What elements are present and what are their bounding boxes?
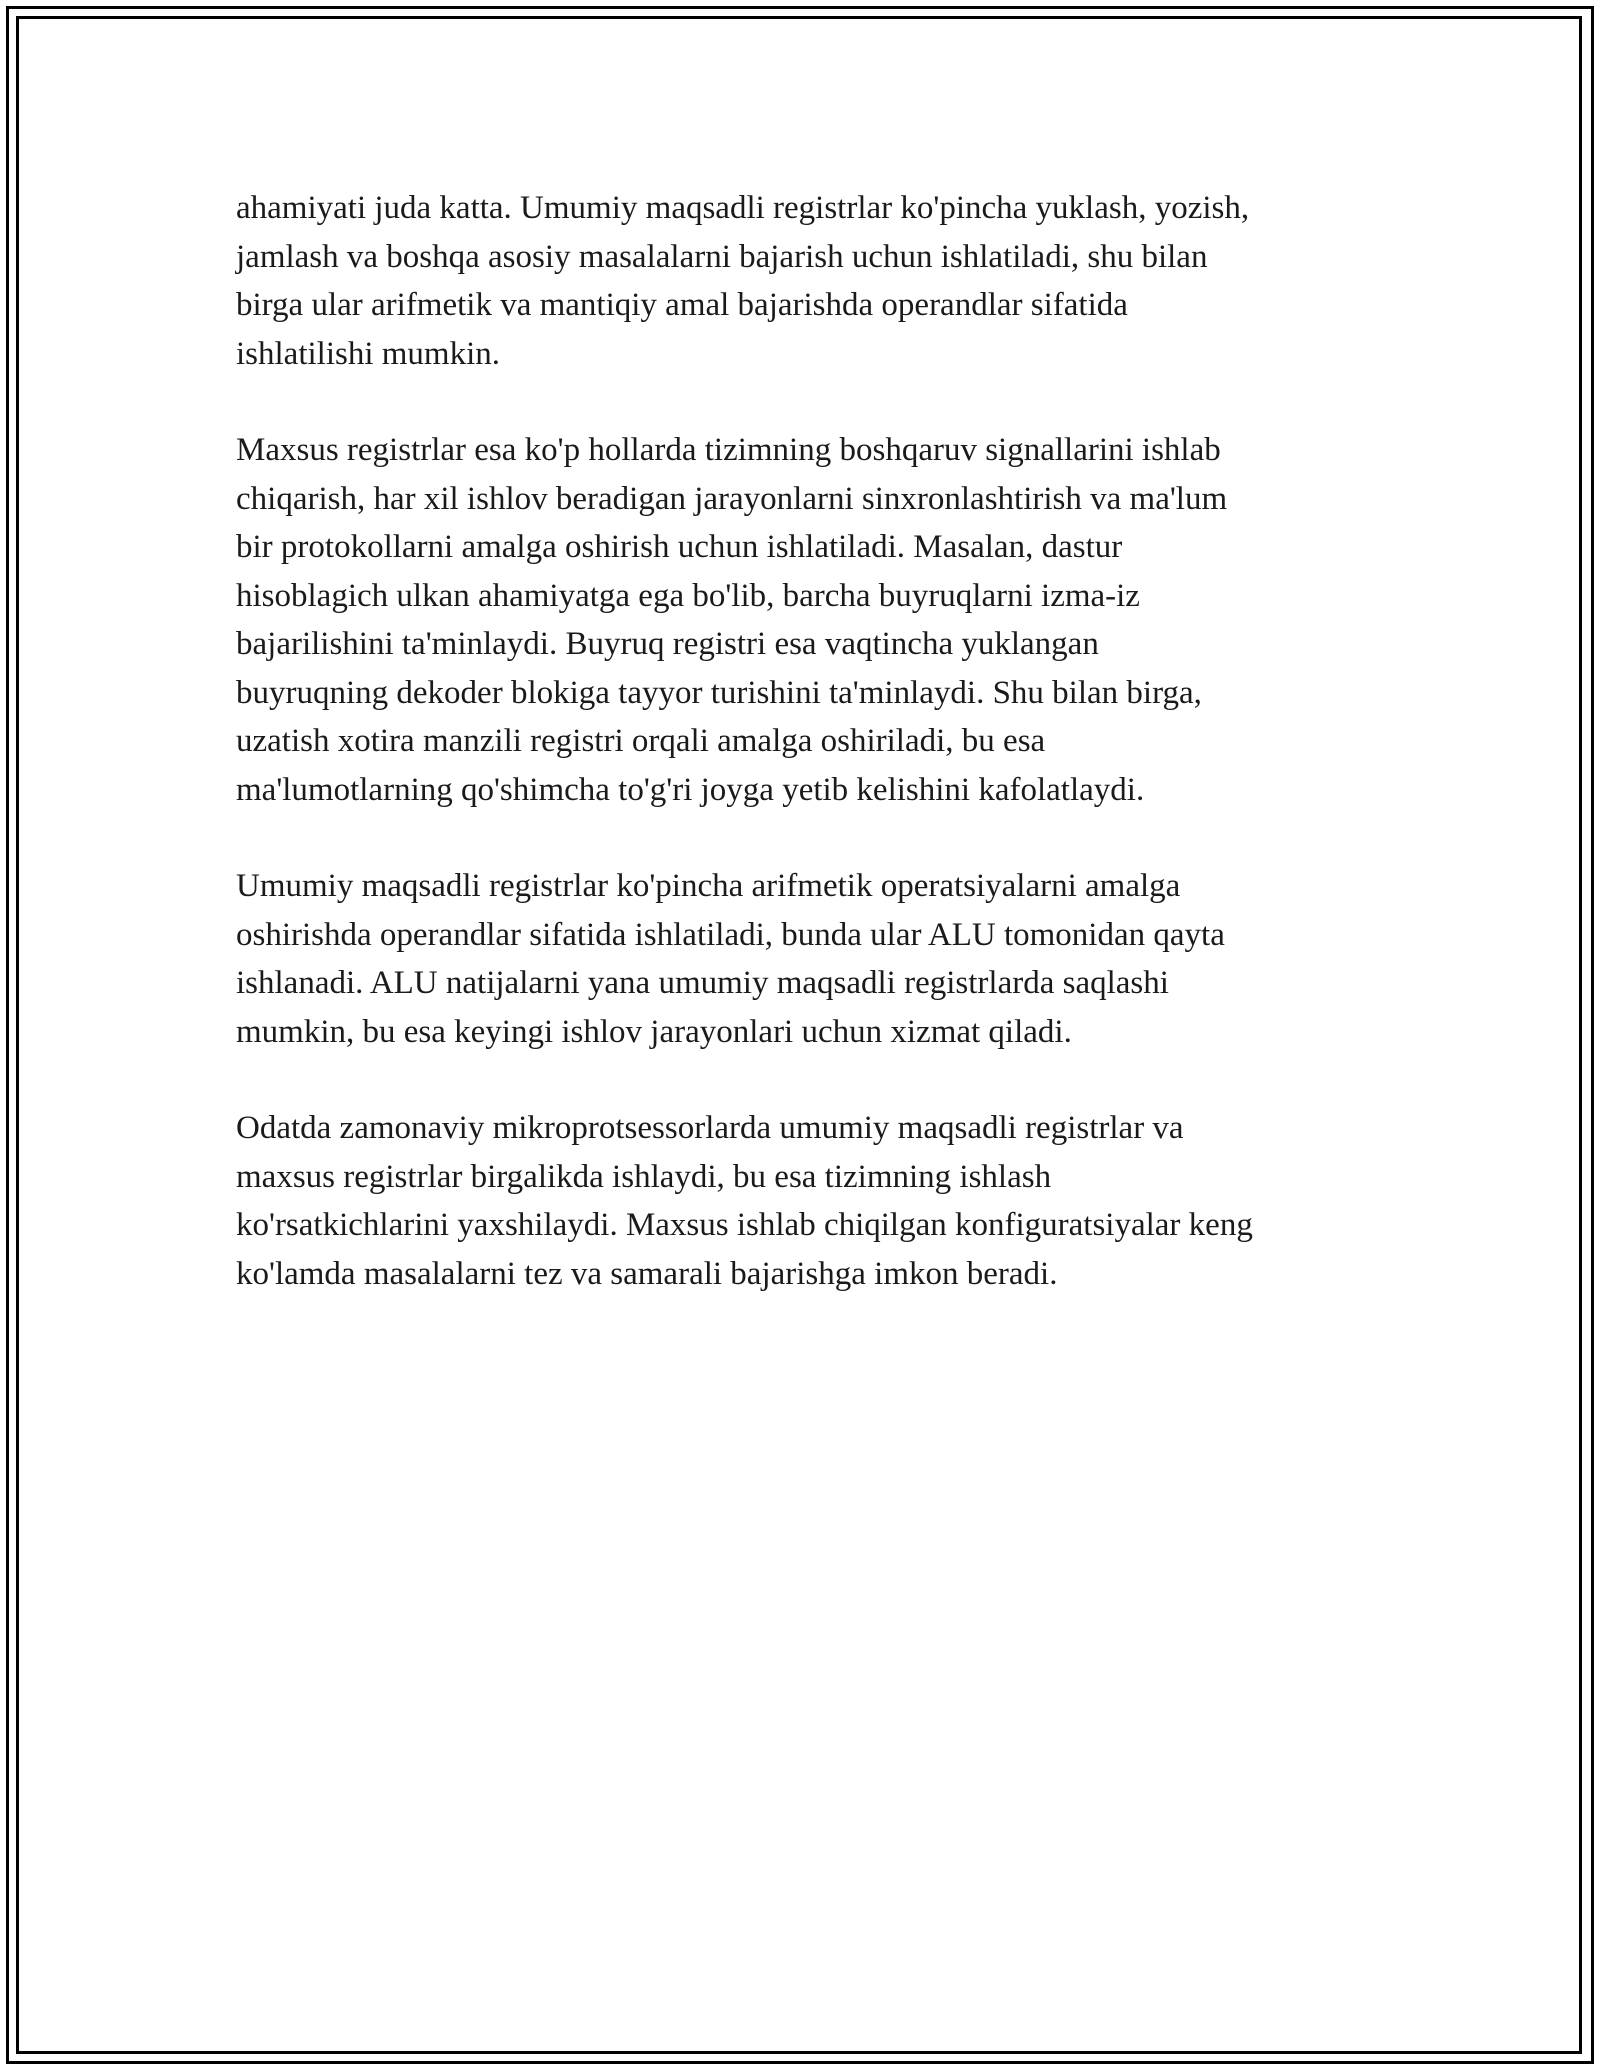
text-line: ko'lamda masalalarni tez va samarali bajarishga imkon beradi.: [236, 1255, 1058, 1292]
text-line: Odatda zamonaviy mikroprotsessorlarda umumiy maqsadli registrlar va: [236, 1110, 1184, 1146]
text-line: jamlash va boshqa asosiy masalalarni bajarish uchun ishlatiladi, shu bilan: [236, 238, 1208, 275]
text-line: Maxsus registrlar esa ko'p hollarda tizimning boshqaruv signallarini ishlab: [236, 432, 1221, 468]
paragraph-4: [236, 1104, 1396, 1298]
text-line: bajarilishini ta'minlaydi. Buyruq registri esa vaqtincha yuklangan: [236, 626, 1099, 662]
text-line: oshirishda operandlar sifatida ishlatiladi, bunda ular ALU tomonidan qayta: [236, 916, 1225, 953]
text-line: ko'rsatkichlarini yaxshilaydi. Maxsus ishlab chiqilgan konfiguratsiyalar keng: [236, 1207, 1253, 1243]
text-line: maxsus registrlar birgalikda ishlaydi, bu esa tizimning ishlash: [236, 1158, 1052, 1195]
text-line: birga ular arifmetik va mantiqiy amal bajarishda operandlar sifatida: [236, 287, 1128, 323]
text-line: bir protokollarni amalga oshirish uchun ishlatiladi. Masalan, dastur: [236, 529, 1123, 565]
text-line: ahamiyati juda katta. Umumiy maqsadli registrlar ko'pincha yuklash, yozish,: [236, 190, 1250, 226]
document-body: [236, 184, 1396, 1346]
text-line: Umumiy maqsadli registrlar ko'pincha arifmetik operatsiyalarni amalga: [236, 868, 1181, 904]
text-line: hisoblagich ulkan ahamiyatga ega bo'lib, barcha buyruqlarni izma-iz: [236, 577, 1140, 614]
text-line: buyruqning dekoder blokiga tayyor turishini ta'minlaydi. Shu bilan birga,: [236, 674, 1202, 711]
text-line: ishlatilishi mumkin.: [236, 335, 501, 372]
text-line: ma'lumotlarning qo'shimcha to'g'ri joyga yetib kelishini kafolatlaydi.: [236, 771, 1145, 808]
text-line: mumkin, bu esa keyingi ishlov jarayonlari uchun xizmat qiladi.: [236, 1013, 1072, 1050]
paragraph-1: [236, 184, 1396, 378]
text-line: ishlanadi. ALU natijalarni yana umumiy maqsadli registrlarda saqlashi: [236, 965, 1169, 1001]
paragraph-3: [236, 862, 1396, 1056]
text-line: chiqarish, har xil ishlov beradigan jarayonlarni sinxronlashtirish va ma'lum: [236, 480, 1228, 517]
text-line: uzatish xotira manzili registri orqali amalga oshiriladi, bu esa: [236, 723, 1046, 759]
paragraph-2: [236, 426, 1396, 814]
